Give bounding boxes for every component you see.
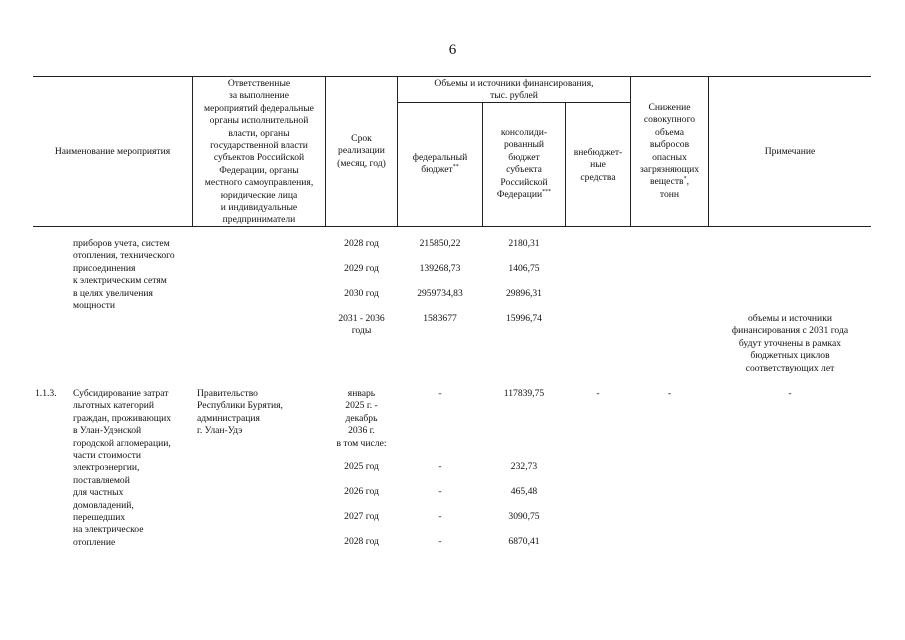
block1-row-consolidated: 1406,75 (508, 263, 540, 274)
block2-total-extrabudget: - (596, 388, 600, 399)
block2-row-period: 2027 год (344, 511, 379, 522)
block2-row-federal: - (438, 461, 442, 472)
block1-measure-name: приборов учета, систем отопления, технического присоединения к электрическим сетям в целях увеличения мощности (73, 238, 175, 312)
block2-row-period: 2025 год (344, 461, 379, 472)
block1-row-federal: 1583677 (423, 313, 457, 324)
header-federal: федеральный бюджет** (412, 152, 468, 176)
block1-row-federal: 139268,73 (419, 263, 461, 274)
header-responsible: Ответственные за выполнение мероприятий федеральные органы исполнительной власти, органы государственной власти субъектов Российской Федерации, органы местного самоуправления, юридические лица и индивидуальные предприниматели (204, 78, 314, 226)
header-name: Наименование мероприятия (54, 146, 171, 157)
table-top-border (33, 76, 871, 77)
header-reduction: Снижение совокупного объема выбросов опасных загрязняющих веществ*, тонн (639, 102, 699, 200)
block2-total-note: - (788, 388, 792, 399)
block2-row-period: 2026 год (344, 486, 379, 497)
block2-number: 1.1.3. (35, 388, 57, 399)
block2-row-consolidated: 232,73 (510, 461, 538, 472)
page-number: 6 (448, 42, 457, 58)
block2-row-consolidated: 6870,41 (508, 536, 540, 547)
table-header-bottom-border (33, 226, 871, 227)
block2-row-consolidated: 3090,75 (508, 511, 540, 522)
block2-row-federal: - (438, 486, 442, 497)
block1-row-consolidated: 2180,31 (508, 238, 540, 249)
header-consolidated: консолиди- рованный бюджет субъекта Российской Федерации*** (496, 127, 552, 201)
header-note: Примечание (764, 146, 816, 157)
block2-row-consolidated: 465,48 (510, 486, 538, 497)
reduction-footnote-mark: * (683, 176, 687, 183)
block1-row-federal: 215850,22 (419, 238, 461, 249)
block1-row-period: 2031 - 2036 годы (338, 313, 385, 337)
block1-row-federal: 2959734,83 (417, 288, 463, 299)
col-divider-1 (192, 76, 193, 226)
consolidated-footnote-mark: *** (542, 188, 552, 195)
header-funding-group: Объемы и источники финансирования, тыс. рублей (434, 78, 594, 102)
block2-measure-name: Субсидирование затрат льготных категорий граждан, проживающих в Улан-Удэнской городской агломерации, части стоимости электроэнергии, поставляемой для частных домовладений, перешедших на электрическое отопление (73, 388, 172, 548)
block2-row-federal: - (438, 536, 442, 547)
block1-row-consolidated: 29896,31 (506, 288, 542, 299)
block2-row-period: 2028 год (344, 536, 379, 547)
block2-responsible: Правительство Республики Бурятия, администрация г. Улан-Удэ (197, 388, 283, 437)
federal-footnote-mark: ** (452, 164, 459, 171)
block2-total-reduction: - (667, 388, 672, 399)
block1-row-period: 2029 год (344, 263, 379, 274)
block1-row-period: 2030 год (344, 288, 379, 299)
block1-note: объемы и источники финансирования с 2031 года будут уточнены в рамках бюджетных циклов соответствующих лет (731, 313, 849, 374)
header-period: Срок реализации (месяц, год) (337, 133, 386, 169)
block1-row-consolidated: 15996,74 (506, 313, 542, 324)
header-extrabudget: внебюджет- ные средства (573, 147, 623, 183)
block1-row-period: 2028 год (344, 238, 379, 249)
block2-total-period: январь 2025 г. - декабрь 2036 г. в том числе: (336, 388, 387, 449)
block2-row-federal: - (438, 511, 442, 522)
block2-total-consolidated: 117839,75 (503, 388, 545, 399)
block2-total-federal: - (438, 388, 442, 399)
